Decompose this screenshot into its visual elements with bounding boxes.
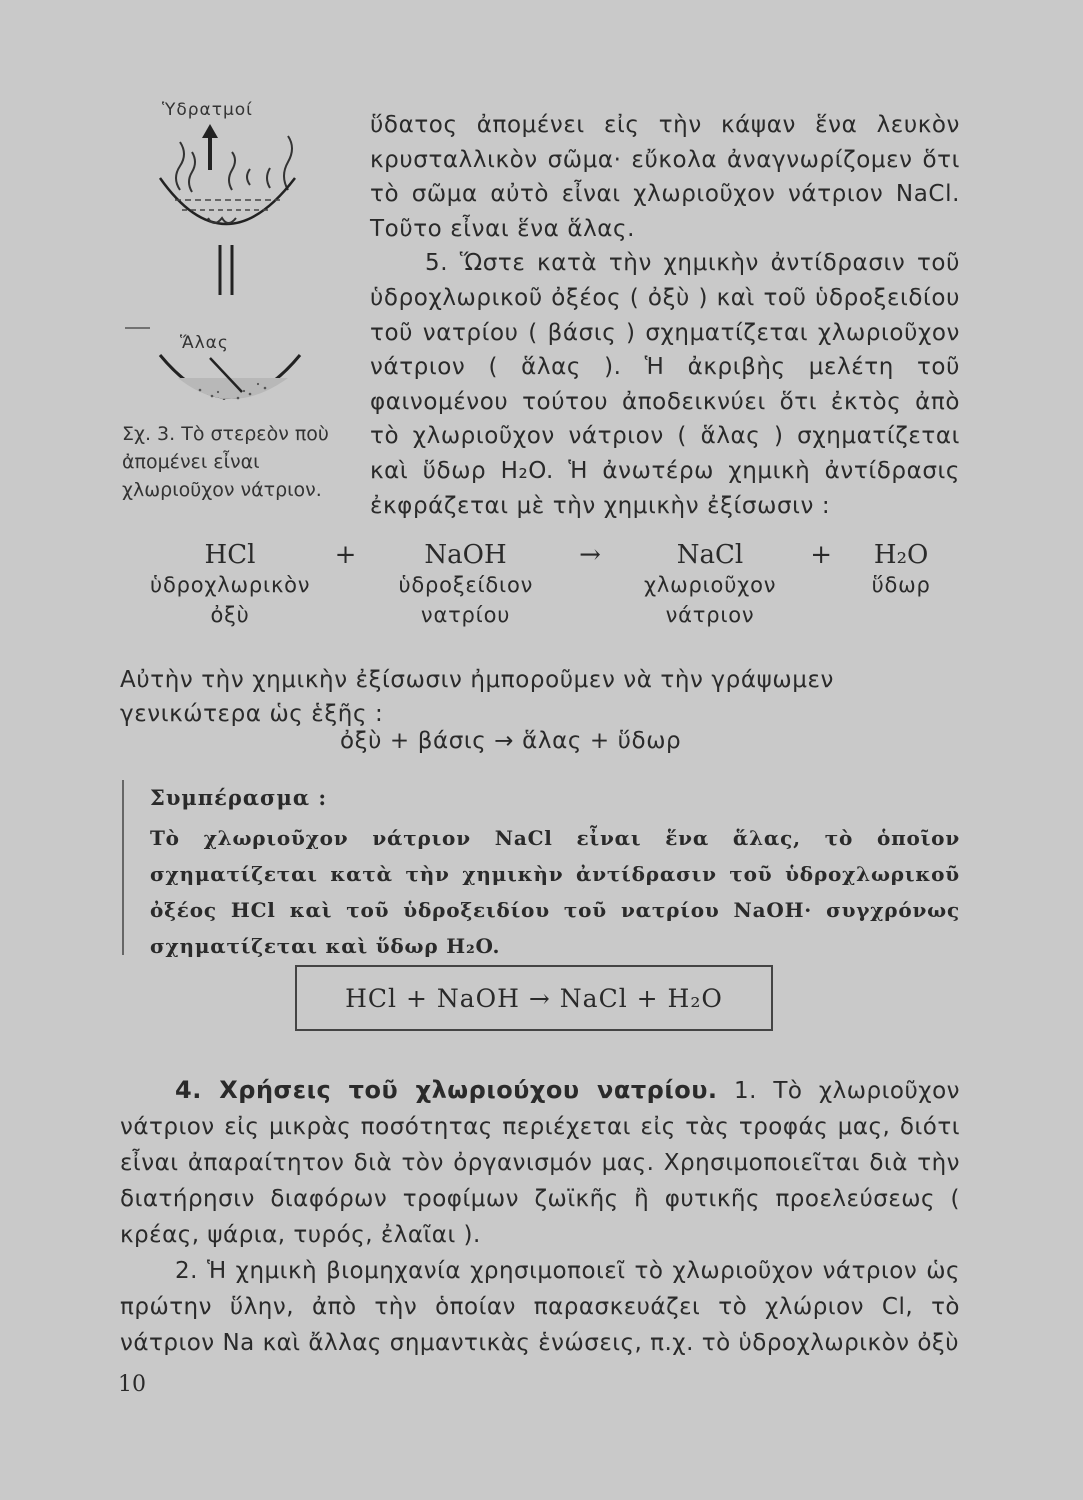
section-paragraph-1: 1. Τὸ χλωριοῦχον νάτριον εἰς μικρὰς ποσότητας περιέχεται εἰς τὰς τροφάς μας, διότι εἶναι ἀπαραίτητον διὰ τὸν ὀργανισμόν μας. Χρησιμοποιεῖται διὰ τὴν διατήρησιν διαφόρων τροφίμων ζωϊκῆς ἢ φυτικῆς προελεύσεως ( κρέας, ψάρια, τυρός, ἐλαῖαι ). (120, 1078, 961, 1248)
intro-paragraph: ὕδατος ἀπομένει εἰς τὴν κάψαν ἕνα λευκὸν κρυσταλλικὸν σῶμα· εὔκολα ἀναγνωρίζομεν ὅτι τὸ σῶμα αὐτὸ εἶναι χλωριοῦχον νάτριον NaCl. Τοῦτο εἶναι ἕνα ἅλας. (370, 112, 960, 242)
nacl-name-2: νάτριον (665, 603, 755, 627)
formula-hcl: HCl (204, 540, 256, 570)
vapors-label: Ὑδρατμοί (162, 100, 253, 120)
boxed-equation (295, 965, 773, 1031)
equation-formula-row (150, 540, 950, 570)
boxed-equation-text: HCl + NaOH → NaCl + H₂O (345, 983, 723, 1013)
hcl-name: ὑδροχλωρικὸν (150, 573, 311, 597)
equation-names-row-2 (150, 600, 950, 630)
salt-label: Ἅλας (180, 333, 229, 353)
hcl-name-2: ὀξὺ (210, 603, 250, 627)
naoh-name: ὑδροξείδιον (398, 573, 534, 597)
section-4 (120, 1072, 960, 1361)
general-sentence: Αὐτὴν τὴν χημικὴν ἐξίσωσιν ἠμποροῦμεν νὰ τὴν γράψωμεν γενικώτερα ὡς ἑξῆς : (120, 667, 834, 727)
formula-nacl: NaCl (676, 540, 744, 570)
section-paragraph-2: 2. Ἡ χημικὴ βιομηχανία χρησιμοποιεῖ τὸ χλωριοῦχον νάτριον ὡς πρώτην ὕλην, ἀπὸ τὴν ὁποίαν παρασκευάζει τὸ χλώριον Cl, τὸ νάτριον Na καὶ ἄλλας σημαντικὰς ἑνώσεις, π.χ. τὸ ὑδροχλωρικὸν ὀξὺ (120, 1258, 960, 1356)
naoh-name-2: νατρίου (420, 603, 511, 627)
plus-sign: + (810, 540, 832, 570)
nacl-name: χλωριοῦχον (643, 573, 777, 597)
evaporation-figure (120, 100, 350, 400)
formula-h2o: H₂O (873, 540, 929, 570)
intro-text-block (370, 108, 960, 523)
conclusion-text: Τὸ χλωριοῦχον νάτριον NaCl εἶναι ἕνα ἅλας, τὸ ὁποῖον σχηματίζεται κατὰ τὴν χημικὴν ἀντίδρασιν τοῦ ὑδροχλωρικοῦ ὀξέος HCl καὶ τοῦ ὑδροξειδίου τοῦ νατρίου NaOH· συγχρόνως σχηματίζεται καὶ ὕδωρ H₂O. (150, 826, 960, 958)
plus-sign: + (334, 540, 357, 570)
h2o-name: ὕδωρ (871, 573, 931, 597)
conclusion-heading: Συμπέρασμα : (150, 785, 328, 810)
equation-names-row-1 (150, 570, 950, 600)
section-title: 4. Χρήσεις τοῦ χλωριούχου νατρίου. (175, 1076, 718, 1104)
formula-naoh: NaOH (424, 540, 507, 570)
figure-caption: Σχ. 3. Τὸ στερεὸν ποὺ ἀπομένει εἶναι χλωριοῦχον νάτριον. (122, 423, 329, 501)
page-number: 10 (118, 1372, 146, 1397)
point5-paragraph: 5. Ὥστε κατὰ τὴν χημικὴν ἀντίδρασιν τοῦ ὑδροχλωρικοῦ ὀξέος ( ὀξὺ ) καὶ τοῦ ὑδροξειδίου τοῦ νατρίου ( βάσις ) σχηματίζεται χλωριοῦχον νάτριον ( ἅλας ). Ἡ ἀκριβὴς μελέτη τοῦ φαινομένου τούτου ἀποδεικνύει ὅτι ἐκτὸς ἀπὸ τὸ χλωριοῦχον νάτριον ( ἅλας ) σχηματίζεται καὶ ὕδωρ H₂O. Ἡ ἀνωτέρω χημικὴ ἀντίδρασις ἐκφράζεται μὲ τὴν χημικὴν ἐξίσωσιν : (370, 250, 960, 519)
word-equation: ὀξὺ + βάσις → ἅλας + ὕδωρ (340, 728, 682, 754)
conclusion-margin-line (122, 780, 124, 955)
evaporation-dish-illustration (120, 100, 350, 400)
chemical-equation (150, 540, 950, 630)
reaction-arrow: → (579, 540, 601, 570)
